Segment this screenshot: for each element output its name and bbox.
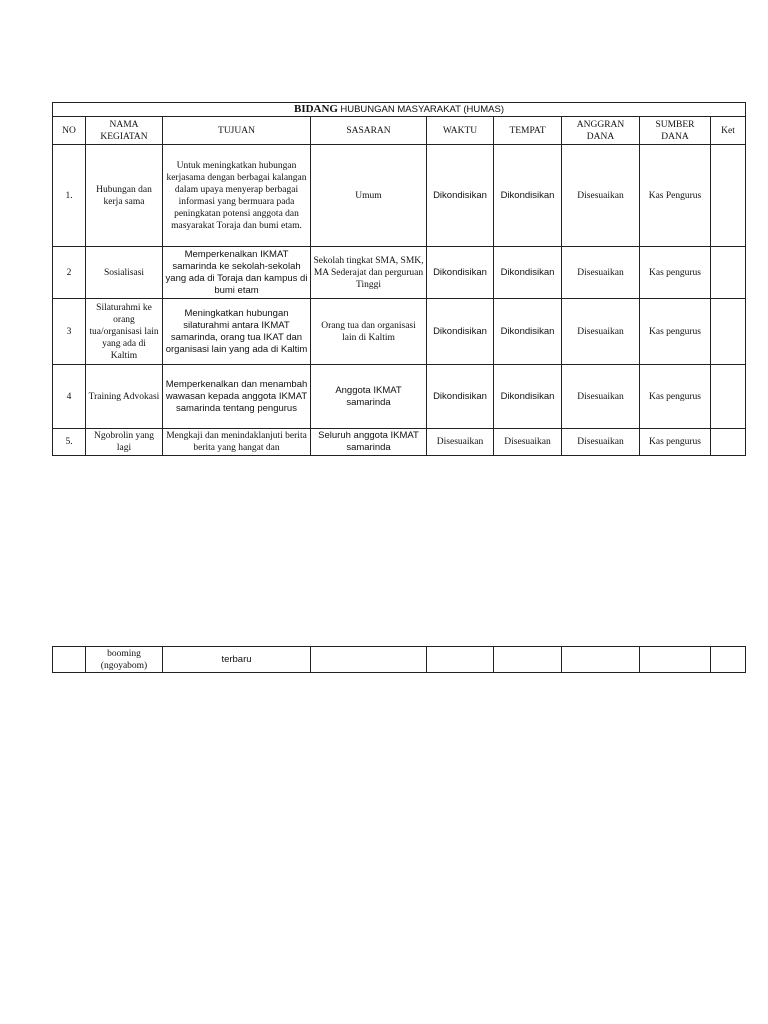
cell-tujuan: Untuk meningkatkan hubungan kerjasama dengan berbagai kalangan dalam upaya menyerap berbagai informasi yang bermuara pada peningkatan potensi anggota dan masyarakat Toraja dan bumi etam. (163, 145, 311, 247)
cell-sumber-dana: Kas pengurus (640, 299, 711, 365)
cell-sasaran (311, 647, 427, 673)
cell-ket (711, 365, 746, 429)
cell-anggran-dana: Disesuaikan (562, 365, 640, 429)
header-tempat: TEMPAT (494, 117, 562, 145)
cell-sasaran: Umum (311, 145, 427, 247)
header-sasaran: SASARAN (311, 117, 427, 145)
table-row (53, 145, 746, 247)
cell-tempat: Dikondisikan (494, 145, 562, 247)
cell-no (53, 647, 86, 673)
cell-tempat: Dikondisikan (494, 299, 562, 365)
cell-anggran-dana: Disesuaikan (562, 429, 640, 456)
cell-nama-kegiatan: Hubungan dan kerja sama (86, 145, 163, 247)
cell-anggran-dana: Disesuaikan (562, 299, 640, 365)
table-row (53, 299, 746, 365)
header-row (53, 117, 746, 145)
title-prefix: BIDANG (293, 103, 338, 115)
cell-sumber-dana: Kas Pengurus (640, 145, 711, 247)
cell-tujuan: Memperkenalkan IKMAT samarinda ke sekolah-sekolah yang ada di Toraja dan kampus di bumi etam (163, 247, 311, 299)
cell-ket (711, 145, 746, 247)
cell-ket (711, 429, 746, 456)
cell-ket (711, 647, 746, 673)
cell-no: 4 (53, 365, 86, 429)
table-row (53, 365, 746, 429)
table-row (53, 647, 746, 673)
cell-sasaran: Seluruh anggota IKMAT samarinda (311, 429, 427, 456)
cell-ket (711, 299, 746, 365)
cell-nama-kegiatan: Training Advokasi (86, 365, 163, 429)
cell-sumber-dana: Kas pengurus (640, 365, 711, 429)
cell-anggran-dana: Disesuaikan (562, 145, 640, 247)
cell-nama-kegiatan: booming (ngoyabom) (86, 647, 163, 673)
cell-tujuan: terbaru (163, 647, 311, 673)
cell-sasaran: Anggota IKMAT samarinda (311, 365, 427, 429)
cell-ket (711, 247, 746, 299)
cell-nama-kegiatan: Silaturahmi ke orang tua/organisasi lain yang ada di Kaltim (86, 299, 163, 365)
title-text: HUBUNGAN MASYARAKAT (HUMAS) (340, 104, 505, 115)
header-waktu: WAKTU (427, 117, 494, 145)
title-row (53, 103, 746, 117)
header-no: NO (53, 117, 86, 145)
continuation-table (52, 646, 746, 673)
cell-no: 1. (53, 145, 86, 247)
cell-tempat: Dikondisikan (494, 365, 562, 429)
document-title (53, 103, 746, 117)
cell-waktu: Dikondisikan (427, 247, 494, 299)
cell-tujuan: Memperkenalkan dan menambah wawasan kepada anggota IKMAT samarinda tentang pengurus (163, 365, 311, 429)
cell-waktu: Dikondisikan (427, 145, 494, 247)
cell-tempat: Dikondisikan (494, 247, 562, 299)
cell-sumber-dana: Kas pengurus (640, 429, 711, 456)
cell-waktu: Disesuaikan (427, 429, 494, 456)
cell-nama-kegiatan: Sosialisasi (86, 247, 163, 299)
cell-no: 3 (53, 299, 86, 365)
cell-sumber-dana: Kas pengurus (640, 247, 711, 299)
cell-tujuan: Mengkaji dan menindaklanjuti berita berita yang hangat dan (163, 429, 311, 456)
header-anggran-dana: ANGGRAN DANA (562, 117, 640, 145)
cell-tempat: Disesuaikan (494, 429, 562, 456)
header-sumber-dana: SUMBER DANA (640, 117, 711, 145)
cell-waktu: Dikondisikan (427, 299, 494, 365)
table-row (53, 429, 746, 456)
cell-anggran-dana: Disesuaikan (562, 247, 640, 299)
cell-anggran-dana (562, 647, 640, 673)
cell-tempat (494, 647, 562, 673)
cell-no: 5. (53, 429, 86, 456)
cell-sumber-dana (640, 647, 711, 673)
cell-nama-kegiatan: Ngobrolin yang lagi (86, 429, 163, 456)
cell-no: 2 (53, 247, 86, 299)
header-ket: Ket (711, 117, 746, 145)
cell-waktu: Dikondisikan (427, 365, 494, 429)
header-nama-kegiatan: NAMA KEGIATAN (86, 117, 163, 145)
cell-tujuan: Meningkatkan hubungan silaturahmi antara IKMAT samarinda, orang tua IKAT dan organisasi lain yang ada di Kaltim (163, 299, 311, 365)
header-tujuan: TUJUAN (163, 117, 311, 145)
table-row (53, 247, 746, 299)
cell-waktu (427, 647, 494, 673)
cell-sasaran: Orang tua dan organisasi lain di Kaltim (311, 299, 427, 365)
program-table (52, 102, 746, 456)
cell-sasaran: Sekolah tingkat SMA, SMK, MA Sederajat dan perguruan Tinggi (311, 247, 427, 299)
